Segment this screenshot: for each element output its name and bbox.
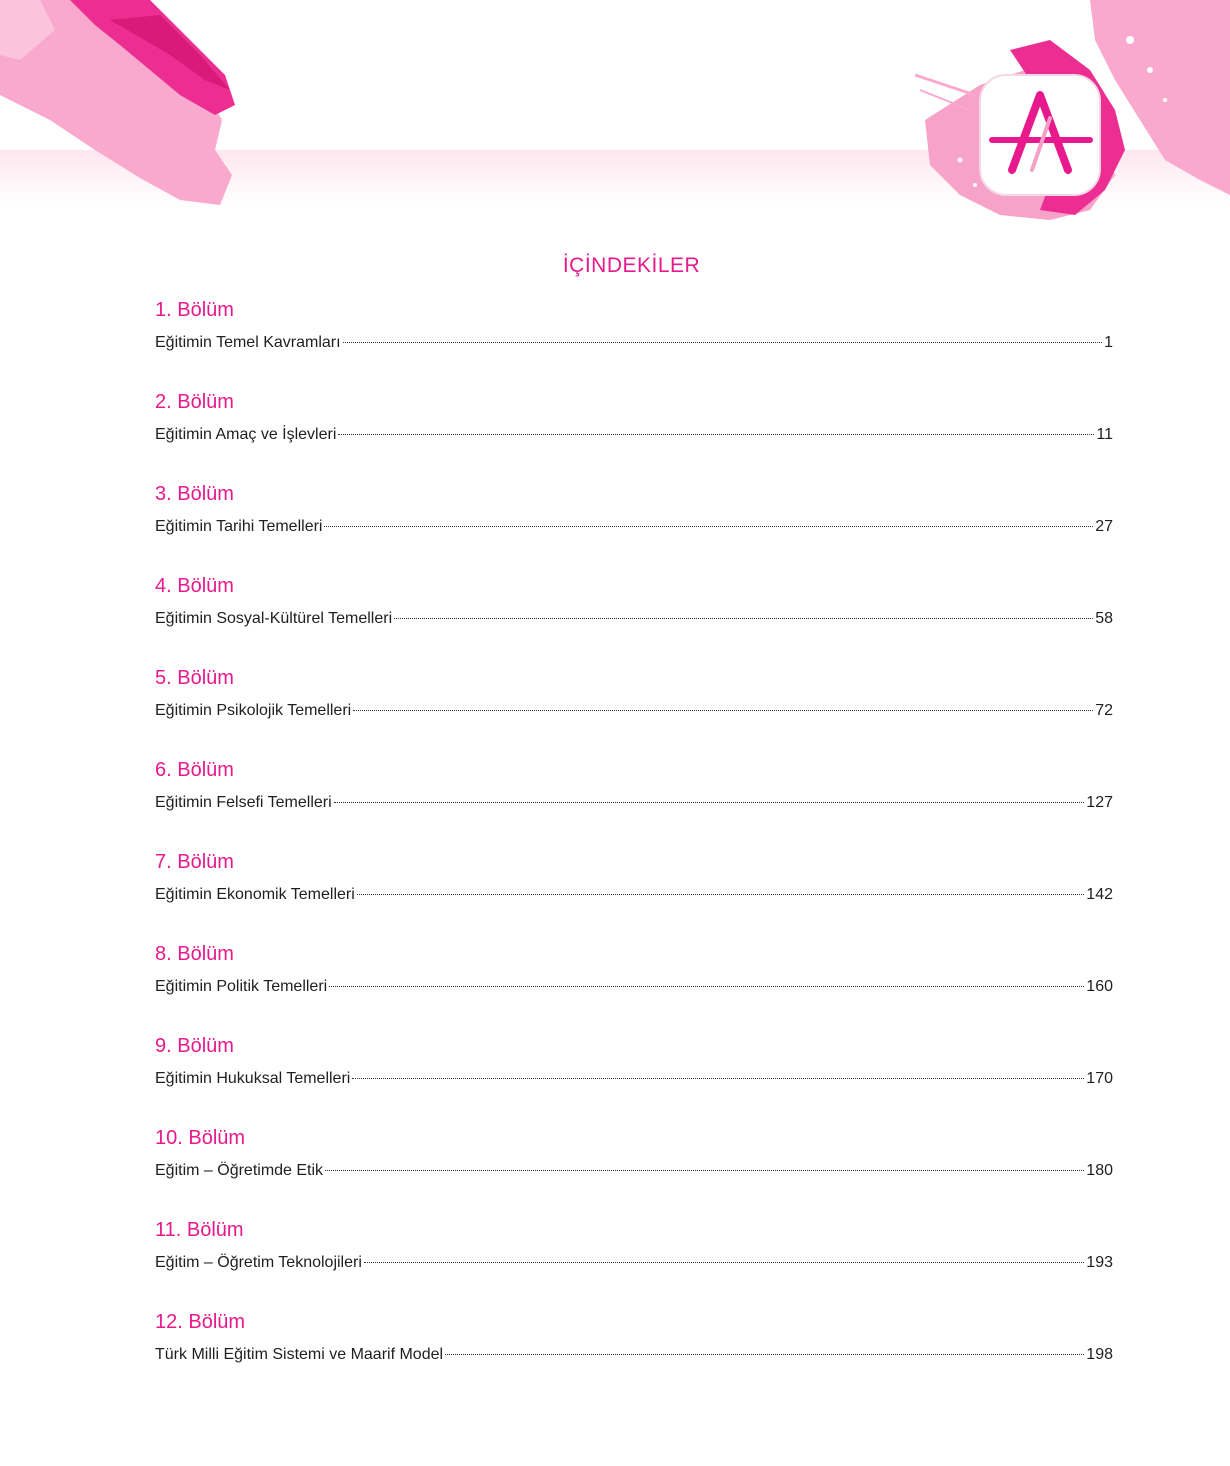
toc-entry[interactable] [155, 700, 1113, 722]
toc-entry[interactable] [155, 884, 1113, 906]
page-number: 170 [1086, 1070, 1113, 1087]
dot-leader [343, 342, 1103, 343]
page-number: 1 [1104, 334, 1113, 351]
dot-leader [325, 1170, 1084, 1171]
toc-entry[interactable] [155, 1160, 1113, 1182]
brush-stroke-decoration-right [900, 0, 1230, 230]
dot-leader [329, 986, 1084, 987]
dot-leader [353, 710, 1093, 711]
toc-section [155, 1124, 1113, 1216]
toc-section [155, 848, 1113, 940]
page-number: 127 [1086, 794, 1113, 811]
dot-leader [324, 526, 1093, 527]
dot-leader [334, 802, 1085, 803]
toc-section [155, 572, 1113, 664]
entry-title: Eğitim – Öğretim Teknolojileri [155, 1254, 362, 1271]
page-number: 142 [1086, 886, 1113, 903]
toc-entry[interactable] [155, 516, 1113, 538]
dot-leader [445, 1354, 1084, 1355]
page-number: 193 [1086, 1254, 1113, 1271]
page-number: 198 [1086, 1346, 1113, 1363]
toc-section [155, 940, 1113, 1032]
toc-section [155, 756, 1113, 848]
toc-section [155, 664, 1113, 756]
toc-entry[interactable] [155, 424, 1113, 446]
section-heading: 8. Bölüm [155, 943, 234, 965]
entry-title: Eğitimin Temel Kavramları [155, 334, 341, 351]
dot-leader [338, 434, 1094, 435]
toc-section [155, 388, 1113, 480]
toc-entry[interactable] [155, 976, 1113, 998]
dot-leader [394, 618, 1093, 619]
page-title: İÇİNDEKİLER [562, 254, 701, 277]
toc-entry[interactable] [155, 1252, 1113, 1274]
dot-leader [352, 1078, 1084, 1079]
page-number: 180 [1086, 1162, 1113, 1179]
entry-title: Eğitimin Politik Temelleri [155, 978, 328, 995]
brush-stroke-decoration-left [0, 0, 260, 215]
toc-section [155, 1216, 1113, 1308]
section-heading: 11. Bölüm [155, 1219, 244, 1241]
page-number: 160 [1086, 978, 1113, 995]
toc-section [155, 1308, 1113, 1400]
entry-title: Eğitimin Psikolojik Temelleri [155, 702, 352, 719]
page-number: 11 [1096, 426, 1113, 443]
entry-title: Eğitimin Amaç ve İşlevleri [155, 426, 337, 443]
entry-title: Eğitimin Felsefi Temelleri [155, 794, 332, 811]
entry-title: Türk Milli Eğitim Sistemi ve Maarif Model [155, 1346, 444, 1363]
toc-entry[interactable] [155, 792, 1113, 814]
entry-title: Eğitimin Sosyal-Kültürel Temelleri [155, 610, 393, 627]
toc-section [155, 480, 1113, 572]
page-number: 27 [1095, 518, 1113, 535]
table-of-contents [155, 296, 1113, 1400]
section-heading: 9. Bölüm [155, 1035, 234, 1057]
entry-title: Eğitimin Hukuksal Temelleri [155, 1070, 351, 1087]
entry-title: Eğitimin Tarihi Temelleri [155, 518, 323, 535]
section-heading: 6. Bölüm [155, 759, 234, 781]
toc-entry[interactable] [155, 608, 1113, 630]
toc-entry[interactable] [155, 1344, 1113, 1366]
toc-section [155, 296, 1113, 388]
toc-entry[interactable] [155, 332, 1113, 354]
page-number: 72 [1095, 702, 1113, 719]
section-heading: 7. Bölüm [155, 851, 234, 873]
toc-section [155, 1032, 1113, 1124]
dot-leader [364, 1262, 1084, 1263]
section-heading: 5. Bölüm [155, 667, 234, 689]
entry-title: Eğitimin Ekonomik Temelleri [155, 886, 355, 903]
dot-leader [357, 894, 1085, 895]
section-heading: 2. Bölüm [155, 391, 234, 413]
section-heading: 12. Bölüm [155, 1311, 246, 1333]
page-number: 58 [1095, 610, 1113, 627]
toc-entry[interactable] [155, 1068, 1113, 1090]
section-heading: 4. Bölüm [155, 575, 234, 597]
section-heading: 10. Bölüm [155, 1127, 246, 1149]
section-heading: 3. Bölüm [155, 483, 234, 505]
section-heading: 1. Bölüm [155, 299, 234, 321]
entry-title: Eğitim – Öğretimde Etik [155, 1162, 324, 1179]
